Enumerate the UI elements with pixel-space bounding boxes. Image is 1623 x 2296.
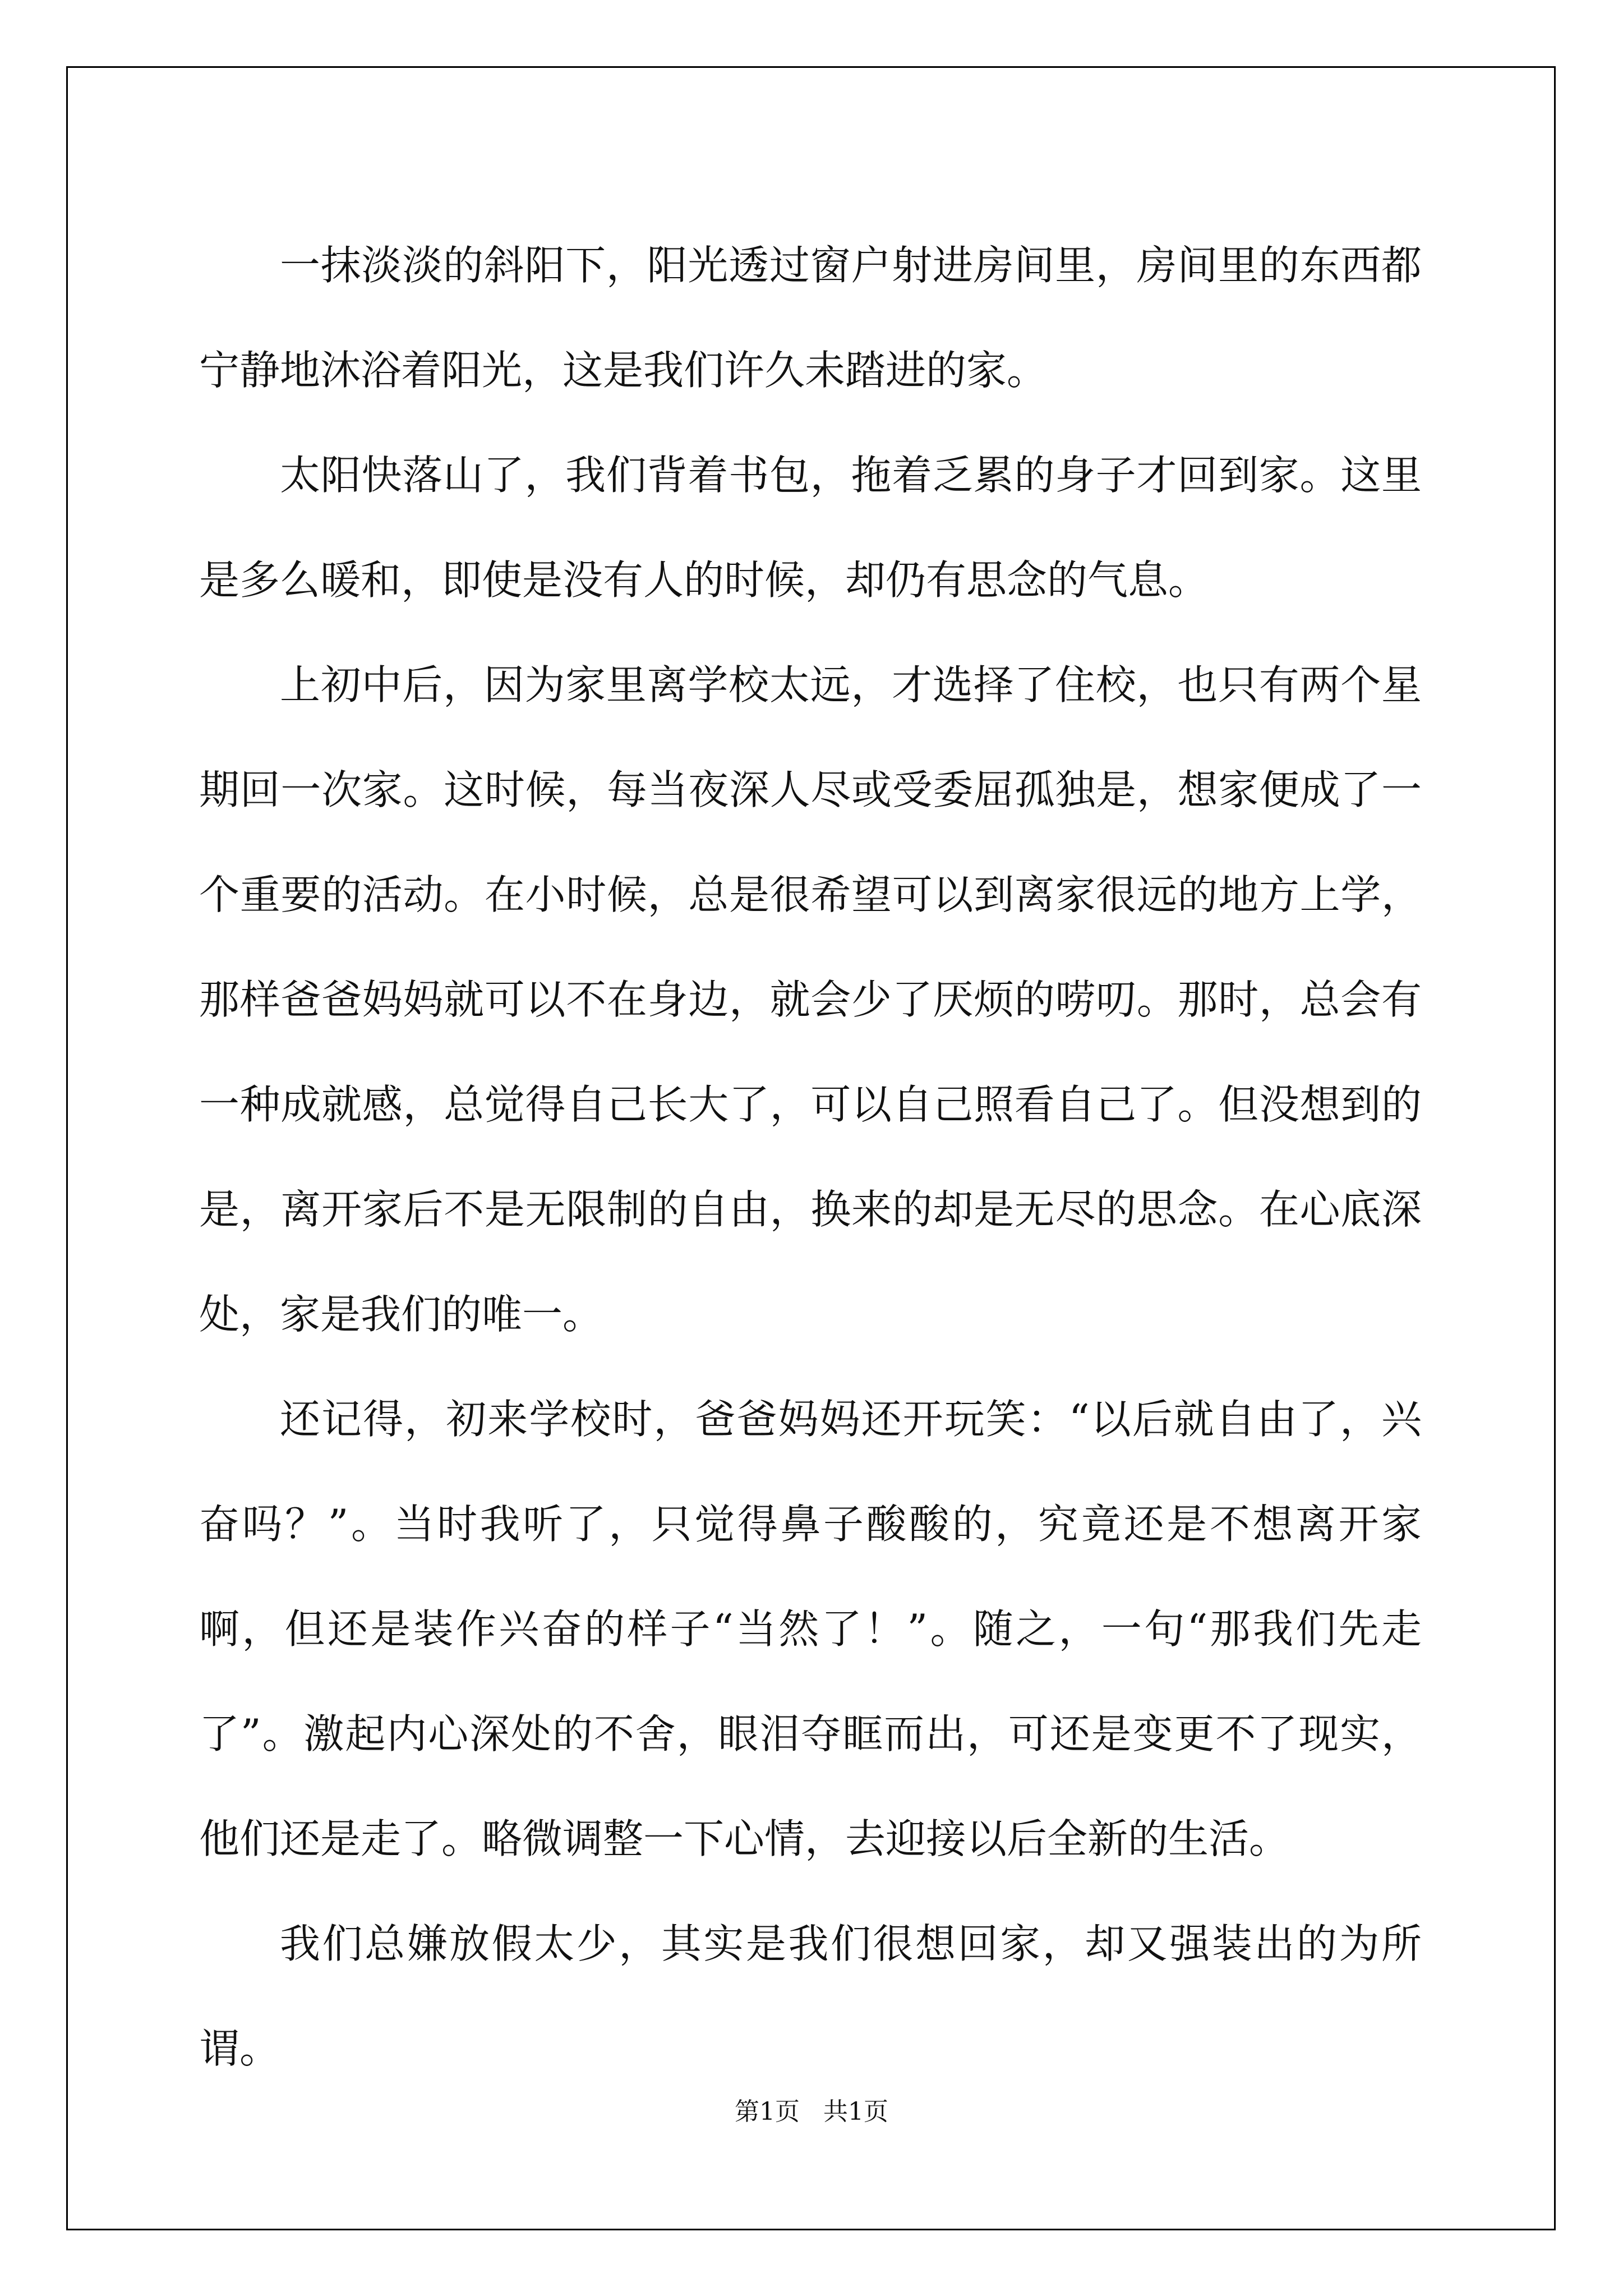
paragraph-2: 太阳快落山了，我们背着书包，拖着乏累的身子才回到家。这里是多么暖和，即使是没有人的时候，却仍有思念的气息。 — [199, 452, 1422, 604]
paragraph-1: 一抹淡淡的斜阳下，阳光透过窗户射进房间里，房间里的东西都宁静地沐浴着阳光，这是我们许久未踏进的家。 — [199, 242, 1422, 394]
paragraph-4: 还记得，初来学校时，爸爸妈妈还开玩笑：“以后就自由了，兴奋吗？”。当时我听了，只觉得鼻子酸酸的，究竟还是不想离开家啊，但还是装作兴奋的样子“当然了！”。随之，一句“那我们先走了”。激起内心深处的不舍，眼泪夺眶而出，可还是变更不了现实，他们还是走了。略微调整一下心情，去迎接以后全新的生活。 — [199, 1396, 1422, 1862]
document-body — [199, 213, 1422, 2101]
paragraph-5: 我们总嫌放假太少，其实是我们很想回家，却又强装出的为所谓。 — [199, 1920, 1422, 2072]
page-footer: 第1页 共1页 — [735, 2097, 888, 2126]
paragraph-3: 上初中后，因为家里离学校太远，才选择了住校，也只有两个星期回一次家。这时候，每当夜深人尽或受委屈孤独是，想家便成了一个重要的活动。在小时候，总是很希望可以到离家很远的地方上学，那样爸爸妈妈就可以不在身边，就会少了厌烦的唠叨。那时，总会有一种成就感，总觉得自己长大了，可以自己照看自己了。但没想到的是，离开家后不是无限制的自由，换来的却是无尽的思念。在心底深处，家是我们的唯一。 — [199, 661, 1422, 1338]
